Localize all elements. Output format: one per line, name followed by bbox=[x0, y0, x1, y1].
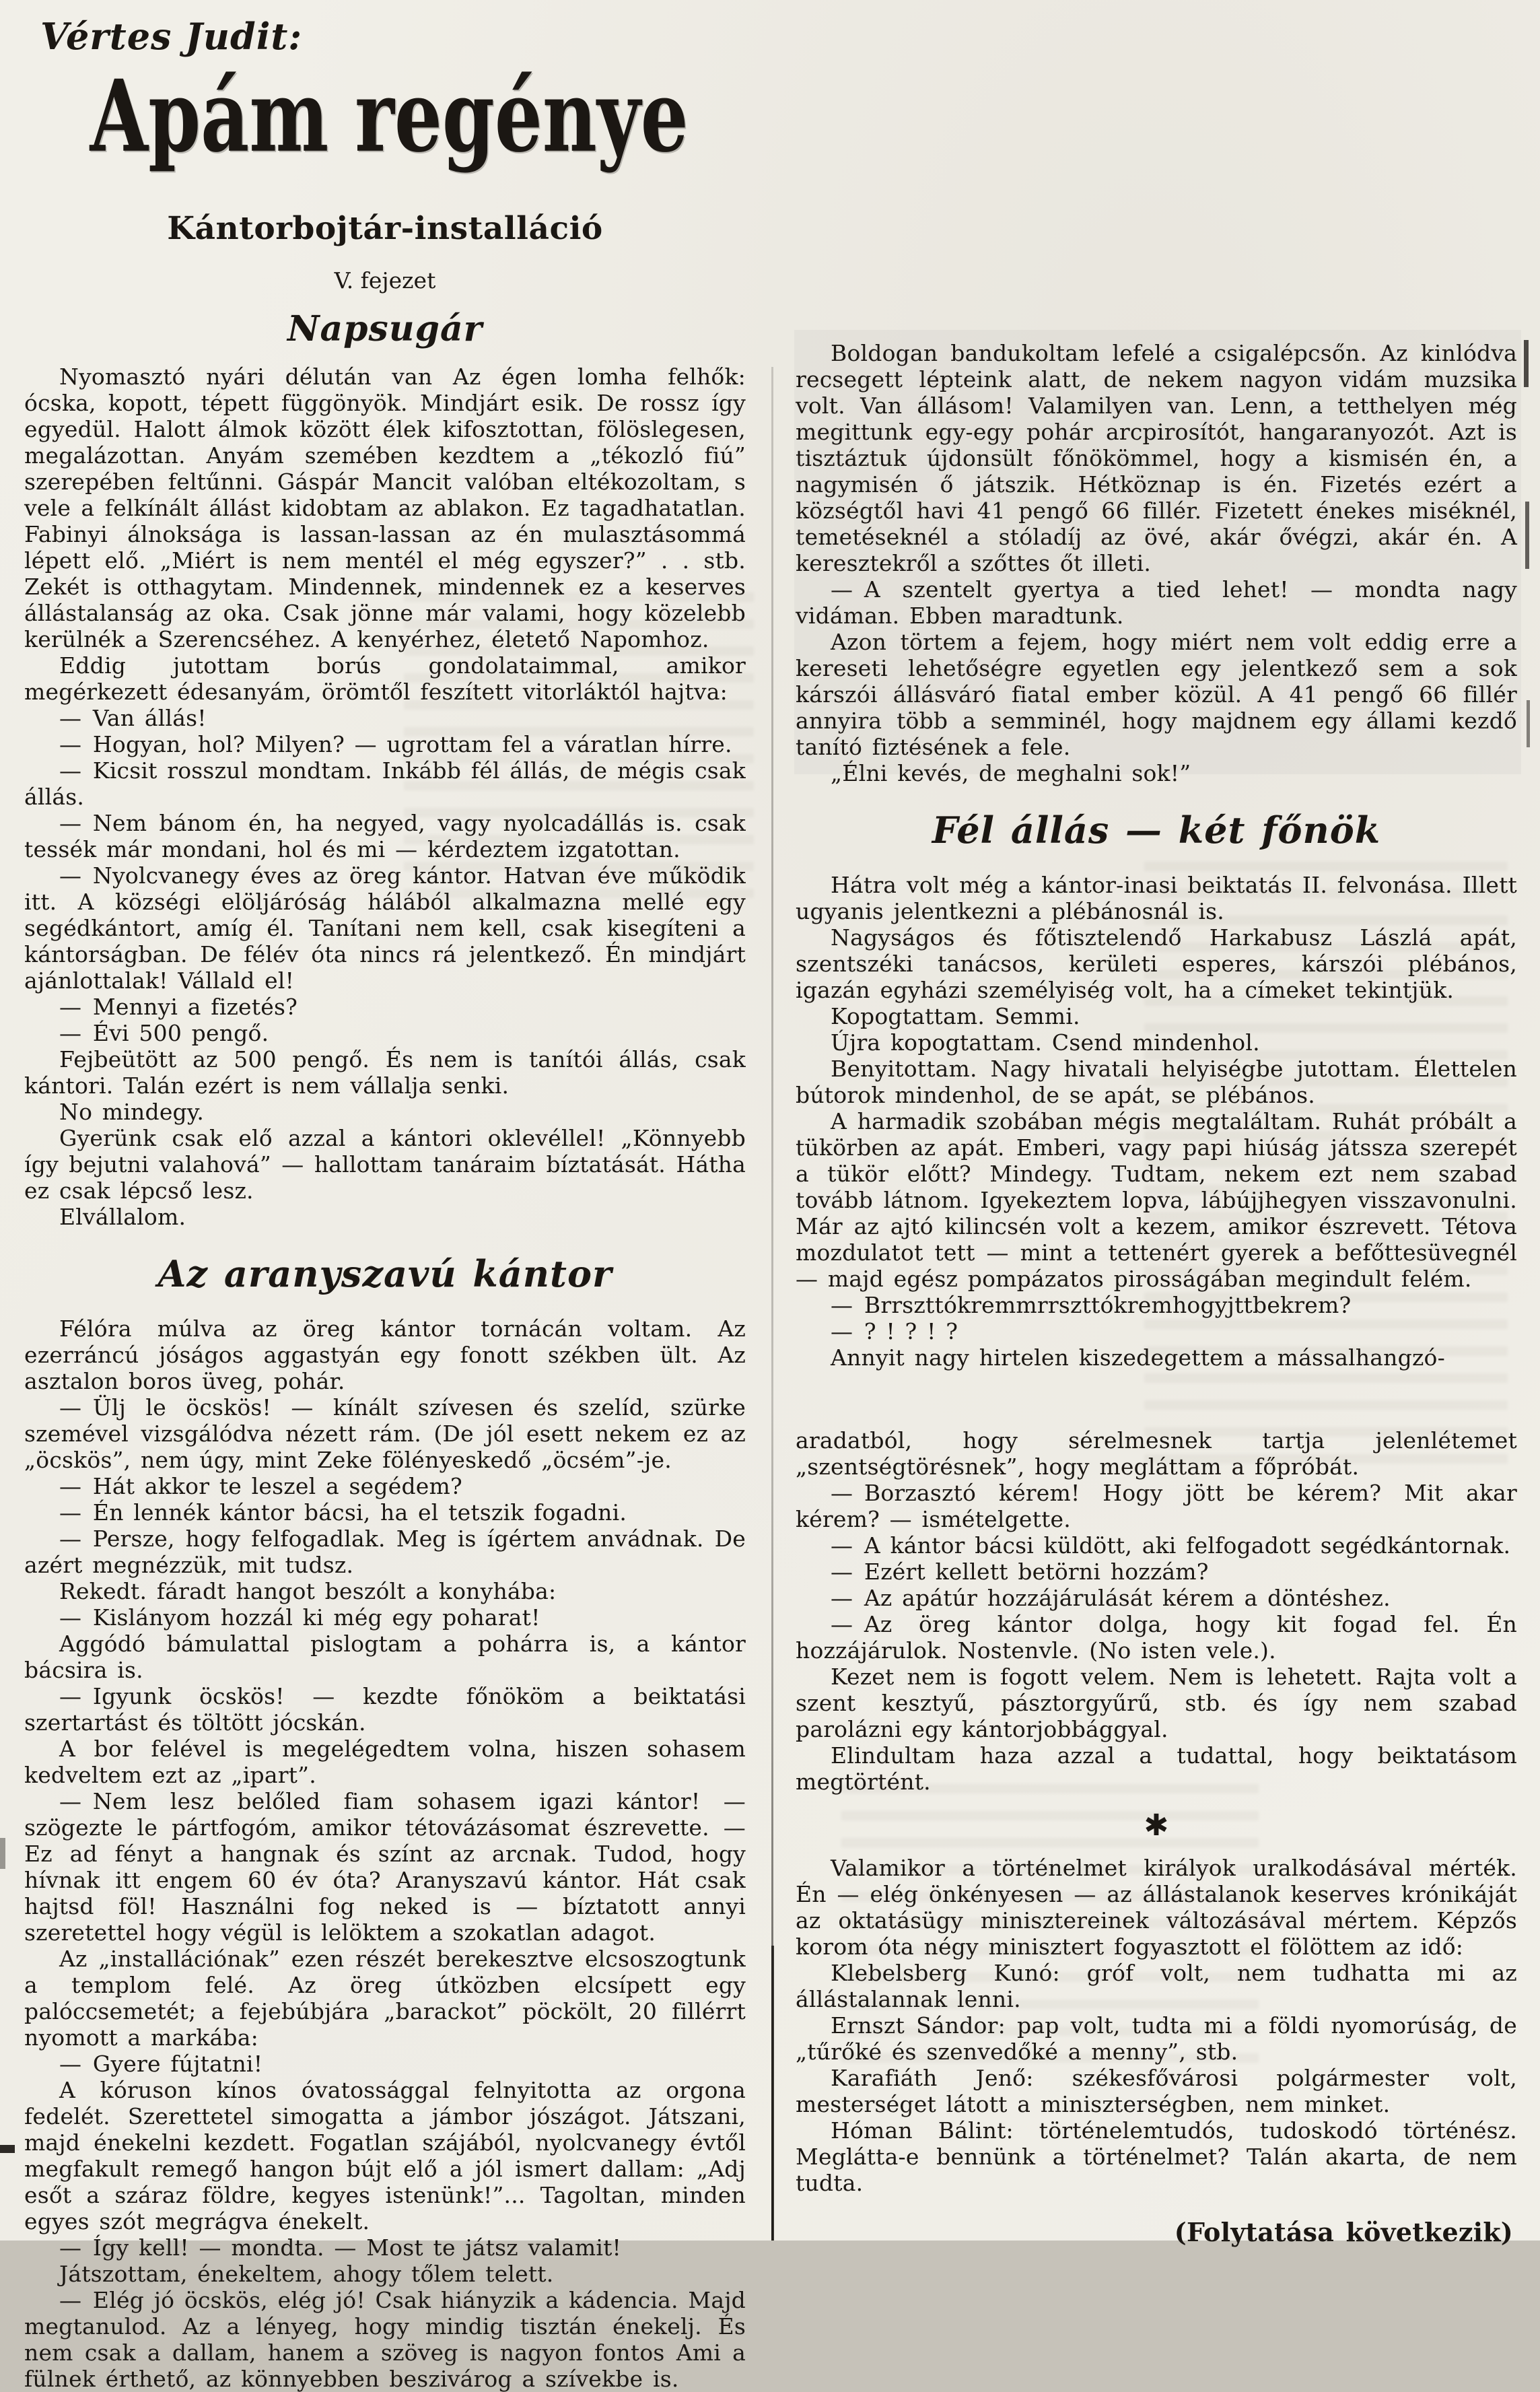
dialogue-line: — Gyere fújtatni! bbox=[59, 2051, 263, 2077]
paragraph-continuation: aradatból, hogy sérelmesnek tartja jelenlétemet „szentségtörésnek”, hogy megláttam a főpróbát. bbox=[796, 1427, 1517, 1480]
dialogue-line: — Mennyi a fizetés? bbox=[59, 994, 298, 1020]
star-divider: ✱ bbox=[1144, 1808, 1169, 1843]
dialogue-line: — Kicsit rosszul mondtam. Inkább fél állás, de mégis csak állás. bbox=[24, 757, 746, 810]
article-title: Apám regénye bbox=[90, 58, 689, 175]
paragraph: Azon törtem a fejem, hogy miért nem volt eddig erre a kereseti lehetőségre egyetlen egy jelentkező sem a sok kárszói állásváró fiatal ember közül. A 41 pengő 66 fillér annyira több a semminél, hogy majdnem egy állami kezdő tanító fiztésének a fele. bbox=[796, 629, 1517, 760]
chapter-label: V. fejezet bbox=[334, 267, 436, 294]
paragraph: Karafiáth Jenő: székesfővárosi polgármester volt, mesterséget látott a miniszterségben, nem minket. bbox=[796, 2065, 1517, 2117]
paragraph: Eddig jutottam borús gondolataimmal, amikor megérkezett édesanyám, örömtől feszített vitorláktól hajtva: bbox=[24, 652, 746, 705]
scan-artifact bbox=[0, 1838, 5, 1869]
dialogue-line: — Brrszttókremmrrszttókremhogyjttbekrem? bbox=[831, 1292, 1352, 1318]
dialogue-line: — A szentelt gyertya a tied lehet! — mondta nagy vidáman. Ebben maradtunk. bbox=[796, 576, 1517, 629]
paragraph: „Élni kevés, de meghalni sok!” bbox=[831, 760, 1191, 786]
column-divider-dark-segment bbox=[771, 1946, 774, 2241]
dialogue-line: — Én lennék kántor bácsi, ha el tetszik fogadni. bbox=[59, 1499, 627, 1526]
paragraph: Boldogan bandukoltam lefelé a csigalépcsőn. Az kinlódva recsegett lépteink alatt, de nekem nagyon vidám muzsika volt. Van állásom! Valamilyen van. Lenn, a tetthelyen még megittunk egy-egy pohár arcpirosítót, hangaranyozót. Azt is tisztáztuk újdonsült főnökömmel, hogy a kismisén én, a nagymisén ő játszik. Hétköznap is én. Fizetés ezért a községtől havi 41 pengő 66 fillér. Fizetett énekes miséknél, temetéseknél a stóladíj az övé, akár ővégzi, akár én. A keresztekről a szőttes őt illeti. bbox=[796, 340, 1517, 576]
paragraph: Gyerünk csak elő azzal a kántori oklevéllel! „Könnyebb így bejutni valahová” — hallottam tanáraim bíztatását. Hátha ez csak lépcső lesz. bbox=[24, 1125, 746, 1204]
left-column bbox=[24, 364, 746, 2392]
article-subtitle: Kántorbojtár-installáció bbox=[167, 210, 603, 247]
article-header bbox=[24, 0, 746, 349]
paragraph: Klebelsberg Kunó: gróf volt, nem tudhatta mi az állástalannak lenni. bbox=[796, 1960, 1517, 2012]
paragraph: Nagyságos és főtisztelendő Harkabusz Lászlá apát, szentszéki tanácsos, kerületi esperes, kárszói plébános, igazán egyházi személyiség volt, ha a címeket tekintjük. bbox=[796, 924, 1517, 1003]
paragraph: Nyomasztó nyári délután van Az égen lomha felhők: ócska, kopott, tépett függönyök. Mindjárt esik. De rossz így egyedül. Halott álmok között élek kifosztottan, fölöslegesen, megalázottan. Anyám szemében kezdtem a „tékozló fiú” szerepében feltűnni. Gáspár Mancit valóban eltékozoltam, s vele a felkínált állást kidobtam az ablakon. Ez tagadhatatlan. Fabinyi álnoksága is lassan-lassan az én mulasztásommá lépett elő. „Miért is nem mentél el még egyszer?” . . stb. Zekét is otthagytam. Mindennek, mindennek ez a keserves állástalanság az oka. Csak jönne már valami, hogy közelebb kerülnék a Szerencséhez. A kenyérhez, életető Napomhoz. bbox=[24, 364, 746, 652]
paragraph: Félóra múlva az öreg kántor tornácán voltam. Az ezerráncú jóságos aggastyán egy fonott székben ült. Az asztalon boros üveg, pohár. bbox=[24, 1315, 746, 1394]
paragraph: Fejbeütött az 500 pengő. És nem is tanítói állás, csak kántori. Talán ezért is nem vállalja senki. bbox=[24, 1046, 746, 1099]
scan-artifact bbox=[1525, 502, 1529, 569]
paragraph: A bor felével is megelégedtem volna, hiszen sohasem kedveltem ezt az „ipart”. bbox=[24, 1736, 746, 1788]
paragraph: Rekedt. fáradt hangot beszólt a konyhába: bbox=[59, 1578, 557, 1604]
right-column bbox=[796, 340, 1517, 2245]
dialogue-line: — Elég jó öcskös, elég jó! Csak hiányzik a kádencia. Majd megtanulod. Az a lényeg, hogy mindig tisztán énekelj. És nem csak a dallam, hanem a szöveg is nagyon fontos Ami a fülnek érthető, az könnyebben beszivárog a szívekbe is. bbox=[24, 2287, 746, 2392]
dialogue-line: — Nyolcvanegy éves az öreg kántor. Hatvan éve működik itt. A községi elöljáróság hálából alkalmazna mellé egy segédkántort, amíg él. Tanítani nem kell, csak kisegíteni a kántorságban. De félév óta nincs rá jelentkező. Én mindjárt ajánlottalak! Vállald el! bbox=[24, 862, 746, 994]
paragraph: Játszottam, énekeltem, ahogy tőlem telett. bbox=[59, 2261, 554, 2287]
paragraph: Kezet nem is fogott velem. Nem is lehetett. Rajta volt a szent kesztyű, pásztorgyűrű, stb. és így nem szabad parolázni egy kántorjobbággyal. bbox=[796, 1664, 1517, 1742]
paragraph: Újra kopogtattam. Csend mindenhol. bbox=[831, 1029, 1260, 1056]
paragraph: Valamikor a történelmet királyok uralkodásával mérték. Én — elég önkényesen — az állástalanok keserves krónikáját az oktatásügy minisztereinek változásával mértem. Képzős korom óta négy minisztert fogyasztott el fölöttem az idő: bbox=[796, 1855, 1517, 1960]
continuation-note: (Folytatása következik) bbox=[1174, 2217, 1513, 2247]
paragraph: Az „installációnak” ezen részét berekesztve elcsoszogtunk a templom felé. Az öreg útközben elcsípett egy palóccsemetét; a fejebúbjára „barackot” pöckölt, 20 fillérrt nyomott a markába: bbox=[24, 1946, 746, 2051]
dialogue-line: — Igyunk öcskös! — kezdte főnököm a beiktatási szertartást és töltött jócskán. bbox=[24, 1683, 746, 1736]
dialogue-line: — Ezért kellett betörni hozzám? bbox=[831, 1559, 1209, 1585]
paragraph: Hátra volt még a kántor-inasi beiktatás II. felvonása. Illett ugyanis jelentkezni a plébánosnál is. bbox=[796, 872, 1517, 924]
paragraph: Elindultam haza azzal a tudattal, hogy beiktatásom megtörtént. bbox=[796, 1742, 1517, 1795]
author-byline: Vértes Judit: bbox=[40, 15, 303, 58]
dialogue-line: — Van állás! bbox=[59, 705, 207, 731]
scan-artifact bbox=[1524, 340, 1529, 387]
paragraph: Hóman Bálint: történelemtudós, tudoskodó történész. Meglátta-e bennünk a történelmet? Talán akarta, de nem tudta. bbox=[796, 2117, 1517, 2196]
paragraph: A harmadik szobában mégis megtaláltam. Ruhát próbált a tükörben az apát. Emberi, vagy papi hiúság játssza szerepét a tükör előtt? Mindegy. Tudtam, nekem ezt nem szabad tovább látnom. Igyekeztem lopva, lábújjhegyen visszavonulni. Már az ajtó kilincsén volt a kezem, amikor észrevett. Tétova mozdulatot tett — mint a tettenért gyerek a befőttesüvegnél — majd egész pompázatos pirosságában megindult felém. bbox=[796, 1108, 1517, 1292]
dialogue-line: — Az öreg kántor dolga, hogy kit fogad fel. Én hozzájárulok. Nostenvle. (No isten vele.). bbox=[796, 1611, 1517, 1664]
scan-artifact bbox=[0, 2145, 15, 2153]
dialogue-line: — Nem lesz belőled fiam sohasem igazi kántor! — szögezte le pártfogóm, amikor tétovázásomat észrevette. — Ez ad fényt a hangnak és színt az arcnak. Tudod, hogy hívnak itt engem 60 év óta? Aranyszavú kántor. Hát csak hajtsd föl! Használni fog neked is — bíztatott annyi szeretettel hogy végül is lelöktem a szokatlan adagot. bbox=[24, 1788, 746, 1946]
paragraph: Aggódó bámulattal pislogtam a pohárra is, a kántor bácsira is. bbox=[24, 1631, 746, 1683]
dialogue-line: — A kántor bácsi küldött, aki felfogadott segédkántornak. bbox=[831, 1532, 1511, 1559]
paragraph: Elvállalom. bbox=[59, 1204, 186, 1230]
scan-artifact bbox=[1527, 700, 1530, 747]
dialogue-line: — Az apátúr hozzájárulását kérem a döntéshez. bbox=[831, 1585, 1391, 1611]
paragraph: Ernszt Sándor: pap volt, tudta mi a földi nyomorúság, de „tűrőké és szenvedőké a menny”, stb. bbox=[796, 2012, 1517, 2065]
dialogue-line: — Így kell! — mondta. — Most te játsz valamit! bbox=[59, 2234, 622, 2261]
section-heading: Fél állás — két főnök bbox=[932, 809, 1381, 852]
section-heading-napsugar: Napsugár bbox=[287, 308, 483, 349]
paragraph: A kóruson kínos óvatossággal felnyitotta az orgona fedelét. Szerettetel simogatta a jámbor jószágot. Játszani, majd énekelni kezdett. Fogatlan szájából, nyolcvanegy évtől megfakult remegő hangon bújt elő a jól ismert dallam: „Adj esőt a száraz földre, kegyes istenünk!”... Tagoltan, minden egyes szót megrágva énekelt. bbox=[24, 2077, 746, 2234]
dialogue-line: — Borzasztó kérem! Hogy jött be kérem? Mit akar kérem? — ismételgette. bbox=[796, 1480, 1517, 1532]
dialogue-line: — Nem bánom én, ha negyed, vagy nyolcadállás is. csak tessék már mondani, hol és mi — kérdeztem izgatottan. bbox=[24, 810, 746, 862]
dialogue-line: — Persze, hogy felfogadlak. Meg is ígértem anvádnak. De azért megnézzük, mit tudsz. bbox=[24, 1526, 746, 1578]
dialogue-line: — Kislányom hozzál ki még egy poharat! bbox=[59, 1604, 540, 1631]
dialogue-line: — Hát akkor te leszel a segédem? bbox=[59, 1473, 462, 1499]
dialogue-line: — Ülj le öcskös! — kínált szívesen és szelíd, szürke szemével vizsgálódva nézett rám. (De jól esett nekem ez az „öcskös”, nem úgy, mint Zeke fölényeskedő „öcsém”-je. bbox=[24, 1394, 746, 1473]
section-heading: Az aranyszavú kántor bbox=[158, 1252, 612, 1295]
paragraph: No mindegy. bbox=[59, 1099, 205, 1125]
dialogue-line: — Hogyan, hol? Milyen? — ugrottam fel a váratlan hírre. bbox=[59, 731, 732, 757]
dialogue-line: — ? ! ? ! ? bbox=[831, 1318, 958, 1344]
paragraph: Kopogtattam. Semmi. bbox=[831, 1003, 1080, 1029]
paragraph: Annyit nagy hirtelen kiszedegettem a mássalhangzó- bbox=[831, 1344, 1445, 1371]
paragraph: Benyitottam. Nagy hivatali helyiségbe jutottam. Élettelen bútorok mindenhol, de se apát, se plébános. bbox=[796, 1056, 1517, 1108]
dialogue-line: — Évi 500 pengő. bbox=[59, 1020, 269, 1046]
